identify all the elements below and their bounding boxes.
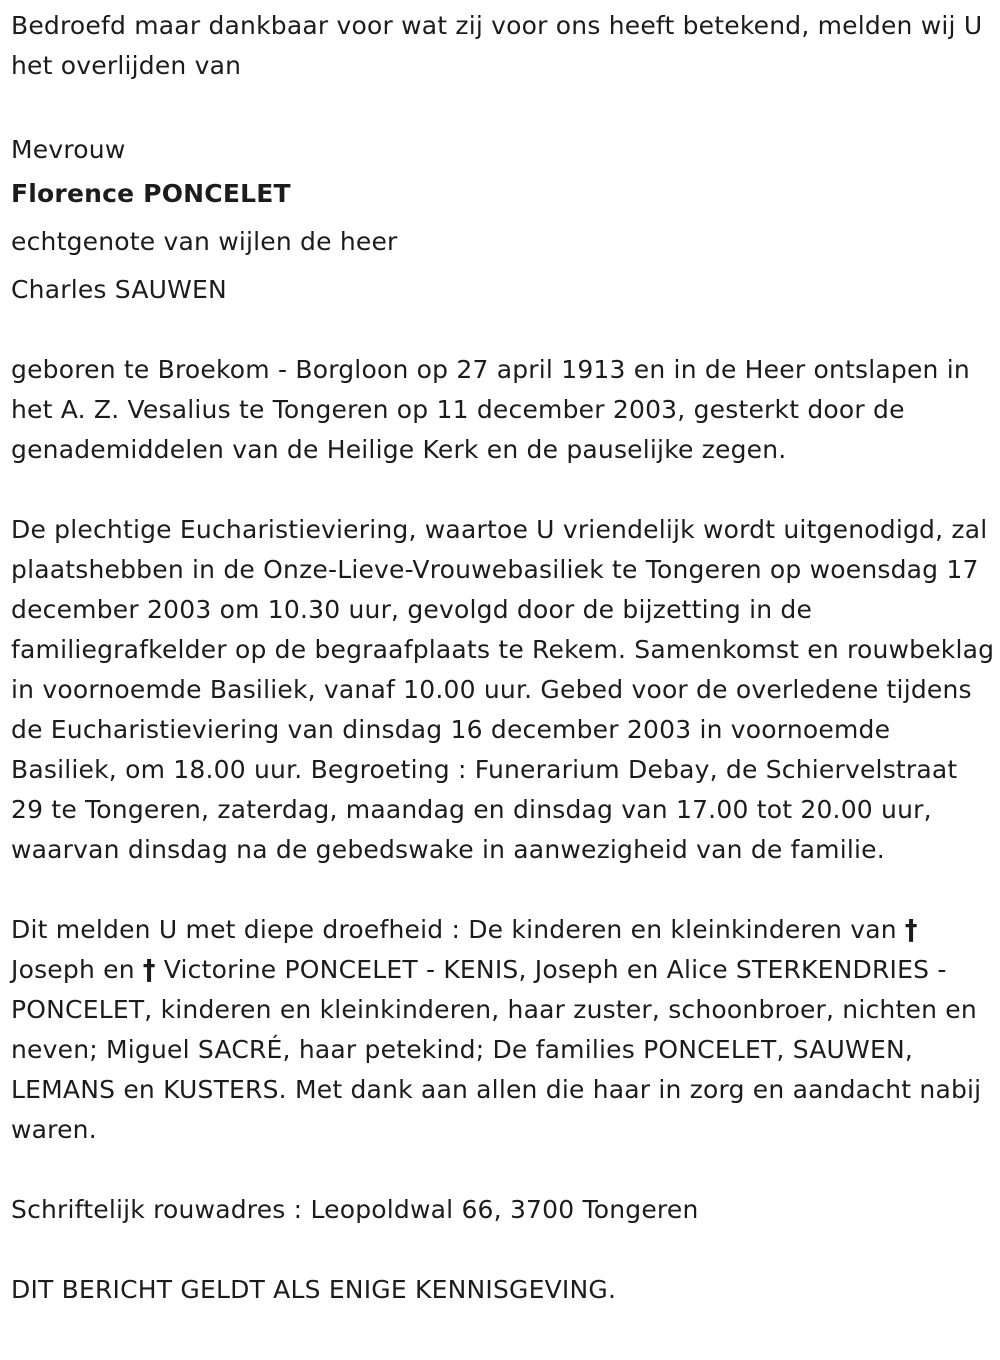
deceased-block (11, 130, 996, 314)
spouse-name: Charles SAUWEN (11, 275, 227, 304)
address-line: Schriftelijk rouwadres : Leopoldwal 66, 3700 Tongeren (11, 1195, 699, 1224)
cross-icon: † (904, 913, 918, 946)
cross-icon: † (142, 953, 156, 986)
spacer (11, 870, 996, 910)
mourners-text-1: Dit melden U met diepe droefheid : De kinderen en kleinkinderen van (11, 915, 897, 944)
deceased-title: Mevrouw (11, 135, 126, 164)
ceremony-paragraph: De plechtige Eucharistieviering, waartoe U vriendelijk wordt uitgenodigd, zal plaatshebben in de Onze-Lieve-Vrouwebasiliek te Tongeren op woensdag 17 december 2003 om 10.30 uur, gevolgd door de bijzetting in de familiegrafkelder op de begraafplaats te Rekem. Samenkomst en rouwbeklag in voornoemde Basiliek, vanaf 10.00 uur. Gebed voor de overledene tijdens de Eucharistieviering van dinsdag 16 december 2003 in voornoemde Basiliek, om 18.00 uur. Begroeting : Funerarium Debay, de Schiervelstraat 29 te Tongeren, zaterdag, maandag en dinsdag van 17.00 tot 20.00 uur, waarvan dinsdag na de gebedswake in aanwezigheid van de familie. (11, 515, 995, 864)
deceased-relation: echtgenote van wijlen de heer (11, 227, 398, 256)
spacer (11, 1150, 996, 1190)
spacer (11, 314, 996, 350)
spacer (11, 1230, 996, 1270)
deceased-name: Florence PONCELET (11, 179, 291, 208)
intro-paragraph: Bedroefd maar dankbaar voor wat zij voor ons heeft betekend, melden wij U het overlijden van (11, 11, 983, 80)
closing-line: DIT BERICHT GELDT ALS ENIGE KENNISGEVING. (11, 1275, 617, 1304)
obituary-notice (11, 6, 996, 1310)
mourners-paragraph (11, 910, 996, 1150)
mourners-text-3: Victorine PONCELET - KENIS, Joseph en Alice STERKENDRIES - PONCELET, kinderen en kleinkinderen, haar zuster, schoonbroer, nichten en neven; Miguel SACRÉ, haar petekind; De families PONCELET, SAUWEN, LEMANS en KUSTERS. Met dank aan allen die haar in zorg en aandacht nabij waren. (11, 955, 982, 1144)
spacer (11, 86, 996, 126)
mourners-text-2: Joseph en (11, 955, 135, 984)
birth-death-paragraph: geboren te Broekom - Borgloon op 27 april 1913 en in de Heer ontslapen in het A. Z. Vesalius te Tongeren op 11 december 2003, gesterkt door de genademiddelen van de Heilige Kerk en de pauselijke zegen. (11, 355, 970, 464)
spacer (11, 470, 996, 510)
